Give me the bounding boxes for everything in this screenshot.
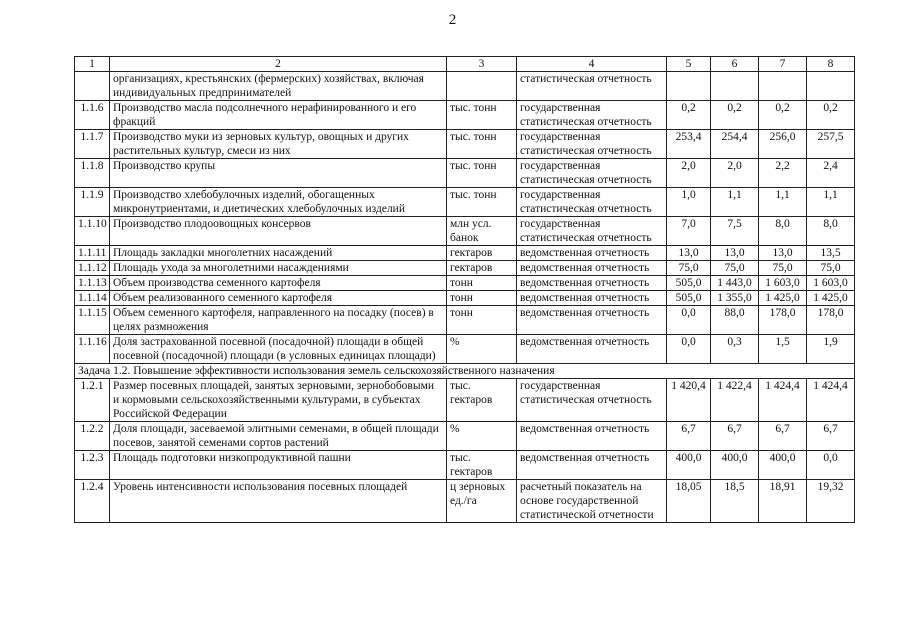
year-value: 0,0 bbox=[807, 451, 855, 480]
year-value: 6,7 bbox=[667, 422, 711, 451]
table-row bbox=[75, 72, 855, 101]
table-row bbox=[75, 188, 855, 217]
year-value: 257,5 bbox=[807, 130, 855, 159]
year-value: 1,9 bbox=[807, 335, 855, 364]
year-value: 7,5 bbox=[711, 217, 759, 246]
indicator-name: Производство плодоовощных консервов bbox=[110, 217, 447, 246]
indicator-name: Площадь подготовки низкопродуктивной пашни bbox=[110, 451, 447, 480]
year-value: 13,0 bbox=[667, 246, 711, 261]
table-row bbox=[75, 291, 855, 306]
year-value bbox=[667, 72, 711, 101]
table-row bbox=[75, 335, 855, 364]
table-row bbox=[75, 306, 855, 335]
year-value: 2,0 bbox=[667, 159, 711, 188]
indicator-number: 1.2.2 bbox=[75, 422, 110, 451]
table-row bbox=[75, 451, 855, 480]
unit-of-measure: тыс. тонн bbox=[447, 188, 517, 217]
year-value: 1 424,4 bbox=[807, 379, 855, 422]
column-header: 2 bbox=[110, 57, 447, 72]
year-value: 1,1 bbox=[759, 188, 807, 217]
indicator-number bbox=[75, 72, 110, 101]
year-value: 0,3 bbox=[711, 335, 759, 364]
data-source: государственная статистическая отчетность bbox=[517, 188, 667, 217]
year-value: 2,4 bbox=[807, 159, 855, 188]
data-source: государственная статистическая отчетность bbox=[517, 130, 667, 159]
indicator-name: Уровень интенсивности использования посевных площадей bbox=[110, 480, 447, 523]
table-row bbox=[75, 101, 855, 130]
indicator-number: 1.1.13 bbox=[75, 276, 110, 291]
column-header: 5 bbox=[667, 57, 711, 72]
indicator-number: 1.1.15 bbox=[75, 306, 110, 335]
task-row bbox=[75, 364, 855, 379]
unit-of-measure: млн усл. банок bbox=[447, 217, 517, 246]
data-source: государственная статистическая отчетность bbox=[517, 217, 667, 246]
task-title: Задача 1.2. Повышение эффективности использования земель сельскохозяйственного назначения bbox=[75, 364, 855, 379]
indicator-number: 1.1.10 bbox=[75, 217, 110, 246]
indicator-number: 1.1.11 bbox=[75, 246, 110, 261]
indicator-number: 1.1.7 bbox=[75, 130, 110, 159]
indicator-name: Объем производства семенного картофеля bbox=[110, 276, 447, 291]
year-value: 0,2 bbox=[759, 101, 807, 130]
year-value: 75,0 bbox=[807, 261, 855, 276]
unit-of-measure: тонн bbox=[447, 291, 517, 306]
indicator-number: 1.1.12 bbox=[75, 261, 110, 276]
unit-of-measure: гектаров bbox=[447, 246, 517, 261]
year-value: 1 603,0 bbox=[807, 276, 855, 291]
year-value: 8,0 bbox=[807, 217, 855, 246]
indicator-name: Доля площади, засеваемой элитными семенами, в общей площади посевов, занятой семенами сортов растений bbox=[110, 422, 447, 451]
data-source: расчетный показатель на основе государственной статистической отчетности bbox=[517, 480, 667, 523]
year-value: 400,0 bbox=[711, 451, 759, 480]
year-value: 400,0 bbox=[759, 451, 807, 480]
year-value: 13,5 bbox=[807, 246, 855, 261]
table-row bbox=[75, 379, 855, 422]
indicator-name: Площадь ухода за многолетними насаждениями bbox=[110, 261, 447, 276]
year-value: 1 603,0 bbox=[759, 276, 807, 291]
indicator-number: 1.2.3 bbox=[75, 451, 110, 480]
table-row bbox=[75, 246, 855, 261]
indicator-name: организациях, крестьянских (фермерских) хозяйствах, включая индивидуальных предпринимателей bbox=[110, 72, 447, 101]
year-value: 13,0 bbox=[759, 246, 807, 261]
year-value: 0,2 bbox=[667, 101, 711, 130]
table-row bbox=[75, 261, 855, 276]
year-value: 0,2 bbox=[807, 101, 855, 130]
year-value: 18,5 bbox=[711, 480, 759, 523]
indicator-number: 1.1.16 bbox=[75, 335, 110, 364]
year-value: 6,7 bbox=[759, 422, 807, 451]
indicator-name: Производство муки из зерновых культур, овощных и других растительных культур, смеси из них bbox=[110, 130, 447, 159]
column-header: 1 bbox=[75, 57, 110, 72]
year-value: 18,91 bbox=[759, 480, 807, 523]
unit-of-measure: тыс. тонн bbox=[447, 159, 517, 188]
table-row bbox=[75, 422, 855, 451]
year-value: 1 355,0 bbox=[711, 291, 759, 306]
year-value: 13,0 bbox=[711, 246, 759, 261]
year-value: 19,32 bbox=[807, 480, 855, 523]
indicator-number: 1.1.9 bbox=[75, 188, 110, 217]
year-value: 1 424,4 bbox=[759, 379, 807, 422]
column-header: 4 bbox=[517, 57, 667, 72]
year-value: 1 422,4 bbox=[711, 379, 759, 422]
year-value: 400,0 bbox=[667, 451, 711, 480]
data-source: государственная статистическая отчетность bbox=[517, 101, 667, 130]
data-source: ведомственная отчетность bbox=[517, 276, 667, 291]
indicator-name: Объем реализованного семенного картофеля bbox=[110, 291, 447, 306]
year-value: 75,0 bbox=[667, 261, 711, 276]
indicator-name: Производство масла подсолнечного нерафинированного и его фракций bbox=[110, 101, 447, 130]
year-value: 505,0 bbox=[667, 291, 711, 306]
table-row bbox=[75, 480, 855, 523]
year-value: 1 425,0 bbox=[759, 291, 807, 306]
year-value: 1 425,0 bbox=[807, 291, 855, 306]
column-header: 7 bbox=[759, 57, 807, 72]
year-value: 1,1 bbox=[711, 188, 759, 217]
year-value: 6,7 bbox=[807, 422, 855, 451]
table-row bbox=[75, 276, 855, 291]
data-source: ведомственная отчетность bbox=[517, 422, 667, 451]
year-value: 0,2 bbox=[711, 101, 759, 130]
unit-of-measure: тыс. гектаров bbox=[447, 379, 517, 422]
year-value: 88,0 bbox=[711, 306, 759, 335]
indicators-table bbox=[74, 56, 855, 523]
data-source: государственная статистическая отчетность bbox=[517, 159, 667, 188]
year-value bbox=[711, 72, 759, 101]
unit-of-measure: гектаров bbox=[447, 261, 517, 276]
year-value: 254,4 bbox=[711, 130, 759, 159]
unit-of-measure: тонн bbox=[447, 306, 517, 335]
year-value bbox=[759, 72, 807, 101]
year-value: 2,2 bbox=[759, 159, 807, 188]
indicator-name: Площадь закладки многолетних насаждений bbox=[110, 246, 447, 261]
year-value: 178,0 bbox=[759, 306, 807, 335]
unit-of-measure bbox=[447, 72, 517, 101]
data-source: ведомственная отчетность bbox=[517, 306, 667, 335]
year-value: 7,0 bbox=[667, 217, 711, 246]
year-value: 75,0 bbox=[711, 261, 759, 276]
indicator-name: Производство крупы bbox=[110, 159, 447, 188]
data-source: ведомственная отчетность bbox=[517, 261, 667, 276]
year-value: 1,1 bbox=[807, 188, 855, 217]
indicator-name: Объем семенного картофеля, направленного на посадку (посев) в целях размножения bbox=[110, 306, 447, 335]
data-source: ведомственная отчетность bbox=[517, 246, 667, 261]
table-row bbox=[75, 217, 855, 246]
year-value: 256,0 bbox=[759, 130, 807, 159]
indicator-number: 1.1.14 bbox=[75, 291, 110, 306]
data-source: ведомственная отчетность bbox=[517, 335, 667, 364]
unit-of-measure: ц зерновых ед./га bbox=[447, 480, 517, 523]
column-header: 8 bbox=[807, 57, 855, 72]
year-value: 6,7 bbox=[711, 422, 759, 451]
table-row bbox=[75, 130, 855, 159]
column-header: 6 bbox=[711, 57, 759, 72]
year-value: 1 420,4 bbox=[667, 379, 711, 422]
unit-of-measure: тыс. гектаров bbox=[447, 451, 517, 480]
indicator-name: Производство хлебобулочных изделий, обогащенных микронутриентами, и диетических хлебобулочных изделий bbox=[110, 188, 447, 217]
data-source: государственная статистическая отчетность bbox=[517, 379, 667, 422]
year-value: 1 443,0 bbox=[711, 276, 759, 291]
unit-of-measure: % bbox=[447, 422, 517, 451]
year-value: 0,0 bbox=[667, 306, 711, 335]
indicator-name: Размер посевных площадей, занятых зерновыми, зернобобовыми и кормовыми сельскохозяйственными культурами, в субъектах Российской Федерации bbox=[110, 379, 447, 422]
indicator-name: Доля застрахованной посевной (посадочной) площади в общей посевной (посадочной) площади (в условных единицах площади) bbox=[110, 335, 447, 364]
year-value: 253,4 bbox=[667, 130, 711, 159]
data-source: ведомственная отчетность bbox=[517, 291, 667, 306]
table-row bbox=[75, 159, 855, 188]
year-value: 18,05 bbox=[667, 480, 711, 523]
unit-of-measure: тыс. тонн bbox=[447, 130, 517, 159]
year-value: 75,0 bbox=[759, 261, 807, 276]
year-value: 0,0 bbox=[667, 335, 711, 364]
year-value: 8,0 bbox=[759, 217, 807, 246]
indicator-number: 1.2.1 bbox=[75, 379, 110, 422]
unit-of-measure: % bbox=[447, 335, 517, 364]
year-value bbox=[807, 72, 855, 101]
year-value: 2,0 bbox=[711, 159, 759, 188]
column-header: 3 bbox=[447, 57, 517, 72]
year-value: 1,5 bbox=[759, 335, 807, 364]
indicator-number: 1.1.6 bbox=[75, 101, 110, 130]
year-value: 1,0 bbox=[667, 188, 711, 217]
indicator-number: 1.1.8 bbox=[75, 159, 110, 188]
unit-of-measure: тыс. тонн bbox=[447, 101, 517, 130]
page-number: 2 bbox=[448, 12, 457, 28]
indicator-number: 1.2.4 bbox=[75, 480, 110, 523]
data-source: статистическая отчетность bbox=[517, 72, 667, 101]
year-value: 178,0 bbox=[807, 306, 855, 335]
year-value: 505,0 bbox=[667, 276, 711, 291]
unit-of-measure: тонн bbox=[447, 276, 517, 291]
column-number-row bbox=[75, 57, 855, 72]
data-source: ведомственная отчетность bbox=[517, 451, 667, 480]
